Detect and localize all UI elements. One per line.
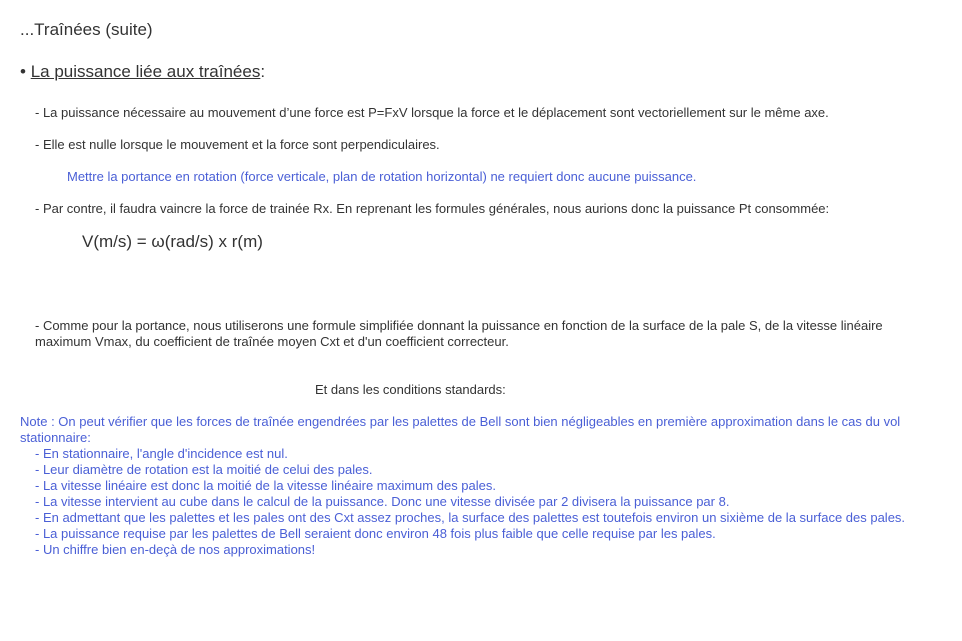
- note-block: [20, 414, 940, 558]
- bullet: •: [20, 62, 26, 81]
- paragraph-drag-force: - Par contre, il faudra vaincre la force de trainée Rx. En reprenant les formules générales, nous aurions donc la puissance Pt consommée:: [35, 201, 830, 216]
- note-item: - La puissance requise par les palettes de Bell seraient donc environ 48 fois plus faible que celle requise par les pales.: [35, 526, 716, 541]
- paragraph-lift-rotation: Mettre la portance en rotation (force verticale, plan de rotation horizontal) ne requiert donc aucune puissance.: [67, 169, 697, 184]
- section-colon: :: [260, 62, 266, 81]
- note-item: - La vitesse linéaire est donc la moitié de la vitesse linéaire maximum des pales.: [35, 478, 496, 493]
- section-heading: [20, 62, 265, 82]
- note-item: - En admettant que les palettes et les pales ont des Cxt assez proches, la surface des palettes est toutefois environ un sixième de la surface des pales.: [35, 510, 906, 525]
- section-heading-text: La puissance liée aux traînées: [30, 62, 261, 81]
- paragraph-perpendicular: - Elle est nulle lorsque le mouvement et la force sont perpendiculaires.: [35, 137, 440, 152]
- note-item: - Un chiffre bien en-deçà de nos approximations!: [35, 542, 316, 557]
- paragraph-power-definition: - La puissance nécessaire au mouvement d’une force est P=FxV lorsque la force et le déplacement sont vectoriellement sur le même axe.: [35, 105, 829, 120]
- note-item: - Leur diamètre de rotation est la moitié de celui des pales.: [35, 462, 373, 477]
- slide-title: ...Traînées (suite): [20, 20, 153, 39]
- paragraph-simplified-formula: - Comme pour la portance, nous utiliserons une formule simplifiée donnant la puissance en fonction de la surface de la pale S, de la vitesse linéaire maximum Vmax, du coefficient de traînée moyen Cxt et d'un coefficient correcteur.: [35, 318, 883, 349]
- note-intro: Note : On peut vérifier que les forces de traînée engendrées par les palettes de Bell sont bien négligeables en première approximation dans le cas du vol stationnaire:: [20, 414, 901, 445]
- formula-velocity: V(m/s) = ω(rad/s) x r(m): [82, 232, 263, 251]
- note-item: - En stationnaire, l'angle d'incidence est nul.: [35, 446, 288, 461]
- note-item: - La vitesse intervient au cube dans le calcul de la puissance. Donc une vitesse divisée par 2 divisera la puissance par 8.: [35, 494, 730, 509]
- paragraph-standard-conditions: Et dans les conditions standards:: [315, 382, 506, 397]
- note-list: [20, 446, 940, 558]
